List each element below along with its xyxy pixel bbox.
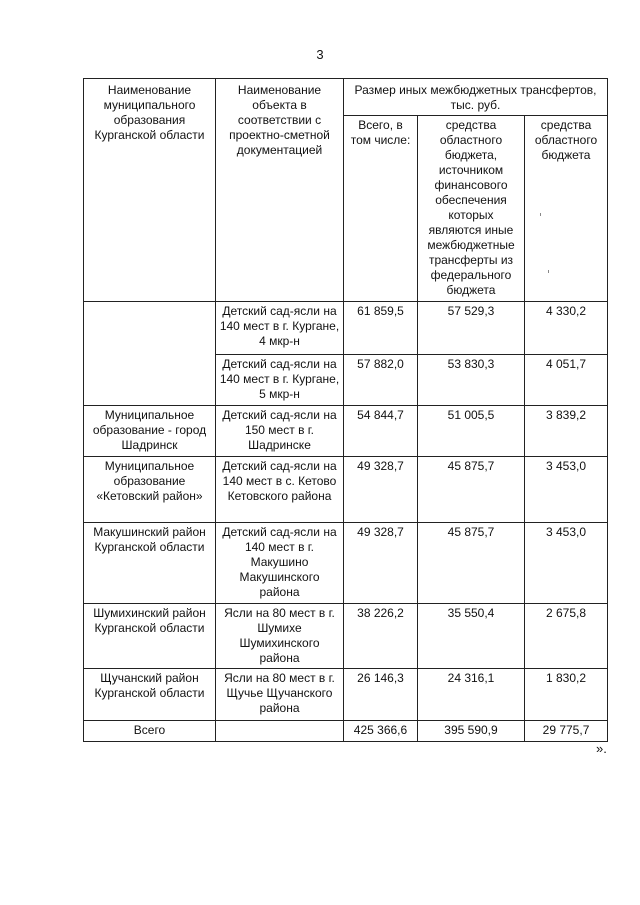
page-number: 3 — [316, 47, 324, 62]
row-total: 54 844,7 — [344, 406, 418, 457]
row-federal: 45 875,7 — [418, 457, 525, 523]
table-row — [84, 523, 608, 604]
row-total: 49 328,7 — [344, 523, 418, 604]
row-federal: 35 550,4 — [418, 604, 525, 669]
scan-speck — [548, 270, 549, 273]
row-regional: 3 839,2 — [525, 406, 608, 457]
row-municipality: Муниципальное образование «Кетовский район» — [84, 457, 216, 523]
row-regional: 3 453,0 — [525, 457, 608, 523]
row-municipality — [84, 355, 216, 406]
table-row — [84, 302, 608, 355]
closing-quote-mark: ». — [596, 741, 607, 756]
total-object — [216, 721, 344, 742]
transfers-table — [83, 78, 608, 742]
row-regional: 2 675,8 — [525, 604, 608, 669]
row-regional: 4 051,7 — [525, 355, 608, 406]
table-row — [84, 457, 608, 523]
header-federal-source: средства областного бюджета, источником финансового обеспечения которых являются иные межбюджетные трансферты из федерального бюджета — [418, 116, 525, 302]
row-federal: 53 830,3 — [418, 355, 525, 406]
row-total: 57 882,0 — [344, 355, 418, 406]
row-total: 26 146,3 — [344, 669, 418, 721]
row-object: Ясли на 80 мест в г. Щучье Щучанского района — [216, 669, 344, 721]
scan-speck — [540, 213, 541, 216]
row-object: Детский сад-ясли на 140 мест в с. Кетово Кетовского района — [216, 457, 344, 523]
table-row — [84, 355, 608, 406]
total-federal: 395 590,9 — [418, 721, 525, 742]
row-municipality: Шумихинский район Курганской области — [84, 604, 216, 669]
row-federal: 24 316,1 — [418, 669, 525, 721]
row-regional: 1 830,2 — [525, 669, 608, 721]
row-total: 49 328,7 — [344, 457, 418, 523]
row-regional: 4 330,2 — [525, 302, 608, 355]
row-federal: 45 875,7 — [418, 523, 525, 604]
row-total: 38 226,2 — [344, 604, 418, 669]
row-object: Ясли на 80 мест в г. Шумихе Шумихинского района — [216, 604, 344, 669]
row-municipality — [84, 302, 216, 355]
total-row — [84, 721, 608, 742]
table-row — [84, 406, 608, 457]
header-transfers-group: Размер иных межбюджетных трансфертов, тыс. руб. — [344, 79, 608, 116]
header-row-1 — [84, 79, 608, 116]
row-object: Детский сад-ясли на 140 мест в г. Кургане, 4 мкр-н — [216, 302, 344, 355]
header-object: Наименование объекта в соответствии с проектно-сметной документацией — [216, 79, 344, 302]
header-total: Всего, в том числе: — [344, 116, 418, 302]
header-regional: средства областного бюджета — [525, 116, 608, 302]
total-label: Всего — [84, 721, 216, 742]
header-municipality: Наименование муниципального образования Курганской области — [84, 79, 216, 302]
table-row — [84, 669, 608, 721]
row-object: Детский сад-ясли на 140 мест в г. Макушино Макушинского района — [216, 523, 344, 604]
row-federal: 57 529,3 — [418, 302, 525, 355]
table-row — [84, 604, 608, 669]
row-total: 61 859,5 — [344, 302, 418, 355]
row-municipality: Макушинский район Курганской области — [84, 523, 216, 604]
total-sum: 425 366,6 — [344, 721, 418, 742]
row-municipality: Муниципальное образование - город Шадринск — [84, 406, 216, 457]
total-regional: 29 775,7 — [525, 721, 608, 742]
row-municipality: Щучанский район Курганской области — [84, 669, 216, 721]
row-object: Детский сад-ясли на 150 мест в г. Шадринске — [216, 406, 344, 457]
row-federal: 51 005,5 — [418, 406, 525, 457]
row-regional: 3 453,0 — [525, 523, 608, 604]
row-object: Детский сад-ясли на 140 мест в г. Кургане, 5 мкр-н — [216, 355, 344, 406]
